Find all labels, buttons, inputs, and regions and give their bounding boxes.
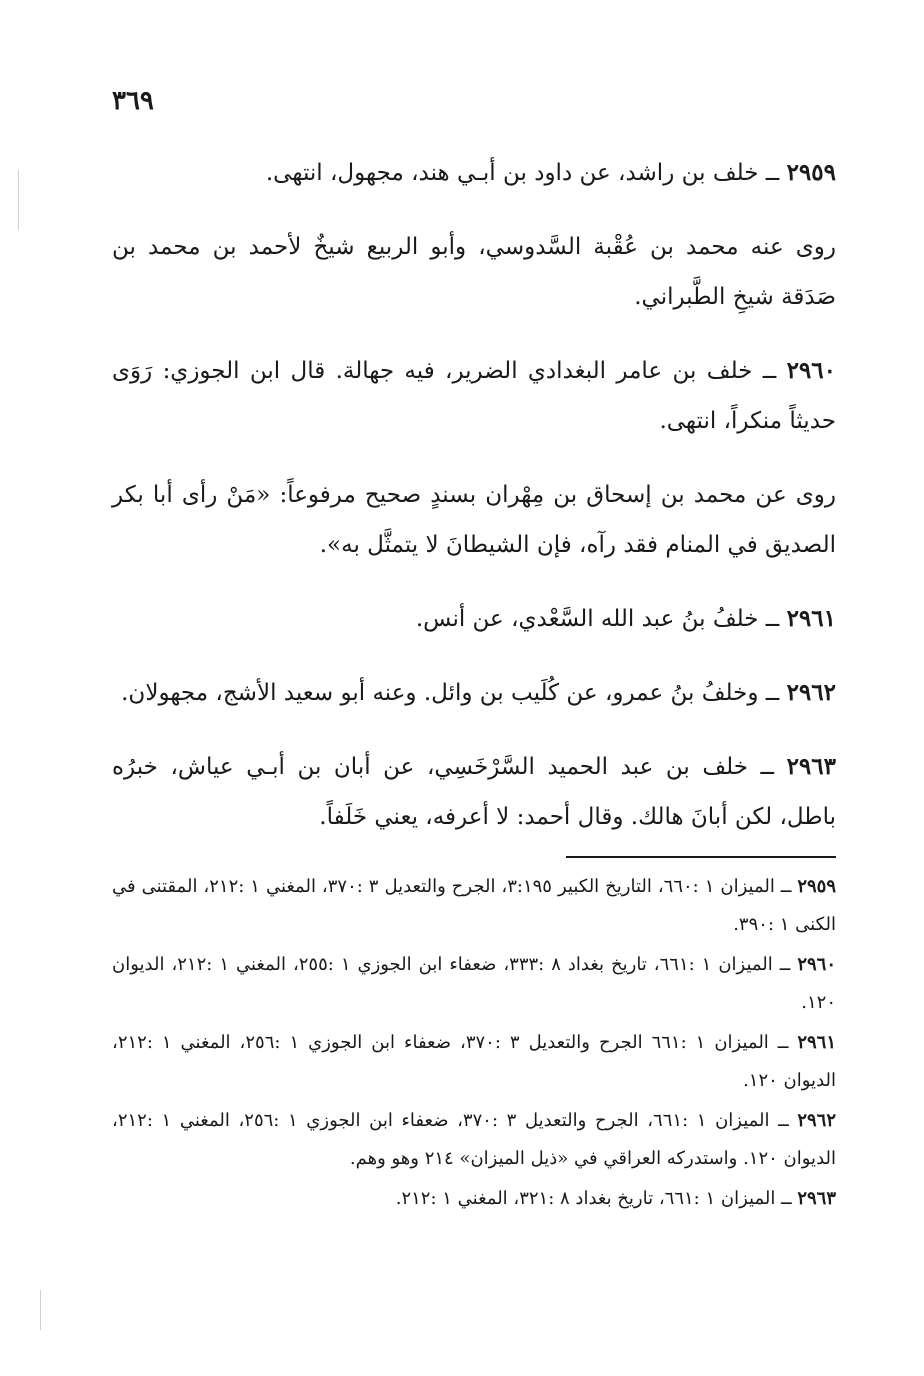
footnote-2962: [112, 1102, 836, 1178]
footnote-2960: [112, 946, 836, 1022]
scan-edge-mark: [40, 1290, 41, 1330]
entry-2960-continuation: [112, 470, 836, 570]
entry-2962: [112, 668, 836, 718]
entry-number: ٢٩٦٢: [786, 679, 836, 706]
footnote-text: ــ الميزان ١ :٦٦١، تاريخ بغداد ٨ :٣٢١، المغني ١ :٢١٢.: [395, 1188, 798, 1209]
entry-number: ٢٩٦٣: [786, 753, 836, 780]
footnotes: [112, 868, 836, 1220]
entry-number: ٢٩٥٩: [786, 159, 836, 186]
main-text: [112, 148, 836, 866]
entry-text: روى عن محمد بن إسحاق بن مِهْران بسندٍ صحيح مرفوعاً: «مَنْ رأى أبا بكر الصديق في المنام فقد رآه، فإن الشيطانَ لا يتمثَّل به».: [112, 482, 836, 558]
entry-text: ــ خلف بن عامر البغدادي الضرير، فيه جهالة. قال ابن الجوزي: رَوَى حديثاً منكراً، انتهى.: [112, 358, 836, 434]
entry-2959-continuation: [112, 222, 836, 322]
footnote-number: ٢٩٥٩: [797, 876, 836, 897]
scan-edge-mark: [18, 170, 19, 230]
footnote-number: ٢٩٦١: [797, 1032, 837, 1053]
footnote-2961: [112, 1024, 836, 1100]
entry-number: ٢٩٦٠: [786, 357, 836, 384]
footnote-number: ٢٩٦٠: [797, 954, 836, 975]
entry-2959: [112, 148, 836, 198]
footnote-number: ٢٩٦٢: [797, 1110, 837, 1131]
footnote-divider: [566, 856, 836, 858]
entry-2961: [112, 594, 836, 644]
entry-text: ــ وخلفُ بنُ عمرو، عن كُلَيب بن وائل. وعنه أبو سعيد الأشج، مجهولان.: [121, 680, 787, 706]
footnote-2959: [112, 868, 836, 944]
entry-text: ــ خلف بن راشد، عن داود بن أبـي هند، مجهول، انتهى.: [265, 160, 787, 186]
footnote-text: ــ الميزان ١ :٦٦١، الجرح والتعديل ٣ :٣٧٠، ضعفاء ابن الجوزي ١ :٢٥٦، المغني ١ :٢١٢، الديوان ١٢٠. واستدركه العراقي في «ذيل الميزان» ٢١٤ وهو وهم.: [112, 1110, 836, 1169]
footnote-text: ــ الميزان ١ :٦٦١ الجرح والتعديل ٣ :٣٧٠، ضعفاء ابن الجوزي ١ :٢٥٦، المغني ١ :٢١٢، الديوان ١٢٠.: [112, 1032, 836, 1091]
entry-2960: [112, 346, 836, 446]
page-number: ٣٦٩: [112, 86, 154, 116]
entry-text: روى عنه محمد بن عُقْبة السَّدوسي، وأبو الربيع شيخٌ لأحمد بن محمد بن صَدَقة شيخِ الطَّبراني.: [112, 234, 836, 310]
footnote-text: ــ الميزان ١ :٦٦١، تاريخ بغداد ٨ :٣٣٣، ضعفاء ابن الجوزي ١ :٢٥٥، المغني ١ :٢١٢، الديوان ١٢٠.: [112, 954, 836, 1013]
footnote-text: ــ الميزان ١ :٦٦٠، التاريخ الكبير ٣:١٩٥، الجرح والتعديل ٣ :٣٧٠، المغني ١ :٢١٢، المقتنى في الكنى ١ :٣٩٠.: [112, 876, 836, 935]
entry-number: ٢٩٦١: [786, 605, 836, 632]
entry-2963: [112, 742, 836, 842]
footnote-number: ٢٩٦٣: [797, 1188, 836, 1209]
entry-text: ــ خلف بن عبد الحميد السَّرْخَسِي، عن أبان بن أبـي عياش، خبرُه باطل، لكن أبانَ هالك. وقال أحمد: لا أعرفه، يعني خَلَفاً.: [112, 754, 836, 830]
footnote-2963: [112, 1180, 836, 1218]
entry-text: ــ خلفُ بنُ عبد الله السَّعْدي، عن أنس.: [415, 606, 787, 632]
